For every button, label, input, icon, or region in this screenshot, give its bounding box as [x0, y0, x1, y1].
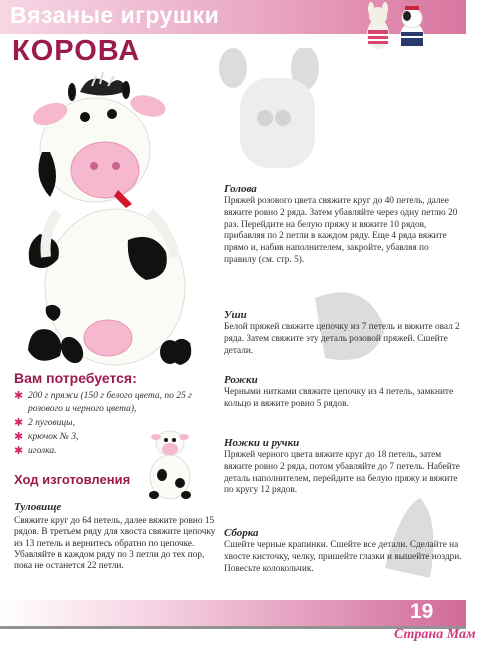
- list-item: ✱ крючок № 3,: [14, 431, 79, 443]
- footer-band: [0, 600, 466, 626]
- legs-arms-section: [224, 437, 462, 497]
- ears-section-text: Белой пряжей свяжите цепочку из 7 петель и вяжите овал 2 ряда. Затем свяжите эту деталь розовой пряжей. Сшейте детали.: [224, 322, 460, 356]
- assembly-section: [224, 527, 462, 575]
- instructions-heading: Ход изготовления: [14, 472, 131, 487]
- assembly-section-text: Сшейте черные крапинки. Сшейте все детали. Сделайте на хвосте кисточку, челку, пришейте глазки и вышейте ноздри. Повесьте колокольчик.: [224, 540, 462, 574]
- section-title: Вязаные игрушки: [10, 2, 220, 28]
- toys-thumbnail: [356, 0, 436, 52]
- horns-section-heading: Рожки: [224, 374, 258, 386]
- legs-arms-section-heading: Ножки и ручки: [224, 437, 300, 449]
- star-bullet-icon: ✱: [14, 390, 24, 402]
- small-cow-photo: [140, 425, 200, 501]
- list-item: ✱ иголка.: [14, 445, 57, 457]
- page-title: КОРОВА: [12, 35, 141, 67]
- horns-section: [224, 374, 462, 411]
- torso-heading: Туловище: [14, 501, 62, 513]
- cow-toy-photo: [10, 62, 210, 367]
- head-section-heading: Голова: [224, 183, 257, 195]
- star-bullet-icon: ✱: [14, 417, 24, 429]
- ears-section: [224, 309, 462, 357]
- materials-heading: Вам потребуется:: [14, 370, 137, 386]
- torso-instructions: Свяжите круг до 64 петель, далее вяжите ровно 15 рядов. В третьем ряду для хвоста свяжите цепочку из 13 петель и вернитесь обратно по цепочке. Убавляйте в каждом ряду по 3 петли до тех пор, пока не останется 22 петли.: [14, 516, 216, 572]
- page-margin: [466, 0, 500, 651]
- legs-arms-section-text: Пряжей черного цвета вяжите круг до 18 петель, затем вяжите ровно 2 ряда, потом убавляйте до 7 петель. Набейте деталь наполнителем, перейдите на белую пряжу и вяжите по кругу 12 рядов.: [224, 450, 460, 496]
- site-watermark: Страна Мам: [394, 627, 476, 642]
- ears-section-heading: Уши: [224, 309, 247, 321]
- assembly-section-heading: Сборка: [224, 527, 259, 539]
- page-number: 19: [410, 600, 434, 623]
- horns-section-text: Черными нитками свяжите цепочку из 4 петель, замкните кольцо и вяжите ровно 5 рядов.: [224, 387, 454, 409]
- head-section: [224, 183, 462, 267]
- list-item: ✱ 2 пуговицы,: [14, 417, 75, 429]
- star-bullet-icon: ✱: [14, 431, 24, 443]
- star-bullet-icon: ✱: [14, 445, 24, 457]
- list-item: ✱ 200 г пряжи (150 г белого цвета, по 25 г розового и черного цвета),: [14, 390, 192, 414]
- head-section-text: Пряжей розового цвета свяжите круг до 40 петель, далее вяжите ровно 2 ряда. Затем убавляйте через одну петлю 20 раз. Перейдите на белую пряжу и вяжите 10 рядов, прибавляя по 2 петли в каждом ряду. Еще 4 ряда вяжите прямо и, набив наполнителем, закройте, убавляя по правилу (см. стр. 5).: [224, 196, 458, 265]
